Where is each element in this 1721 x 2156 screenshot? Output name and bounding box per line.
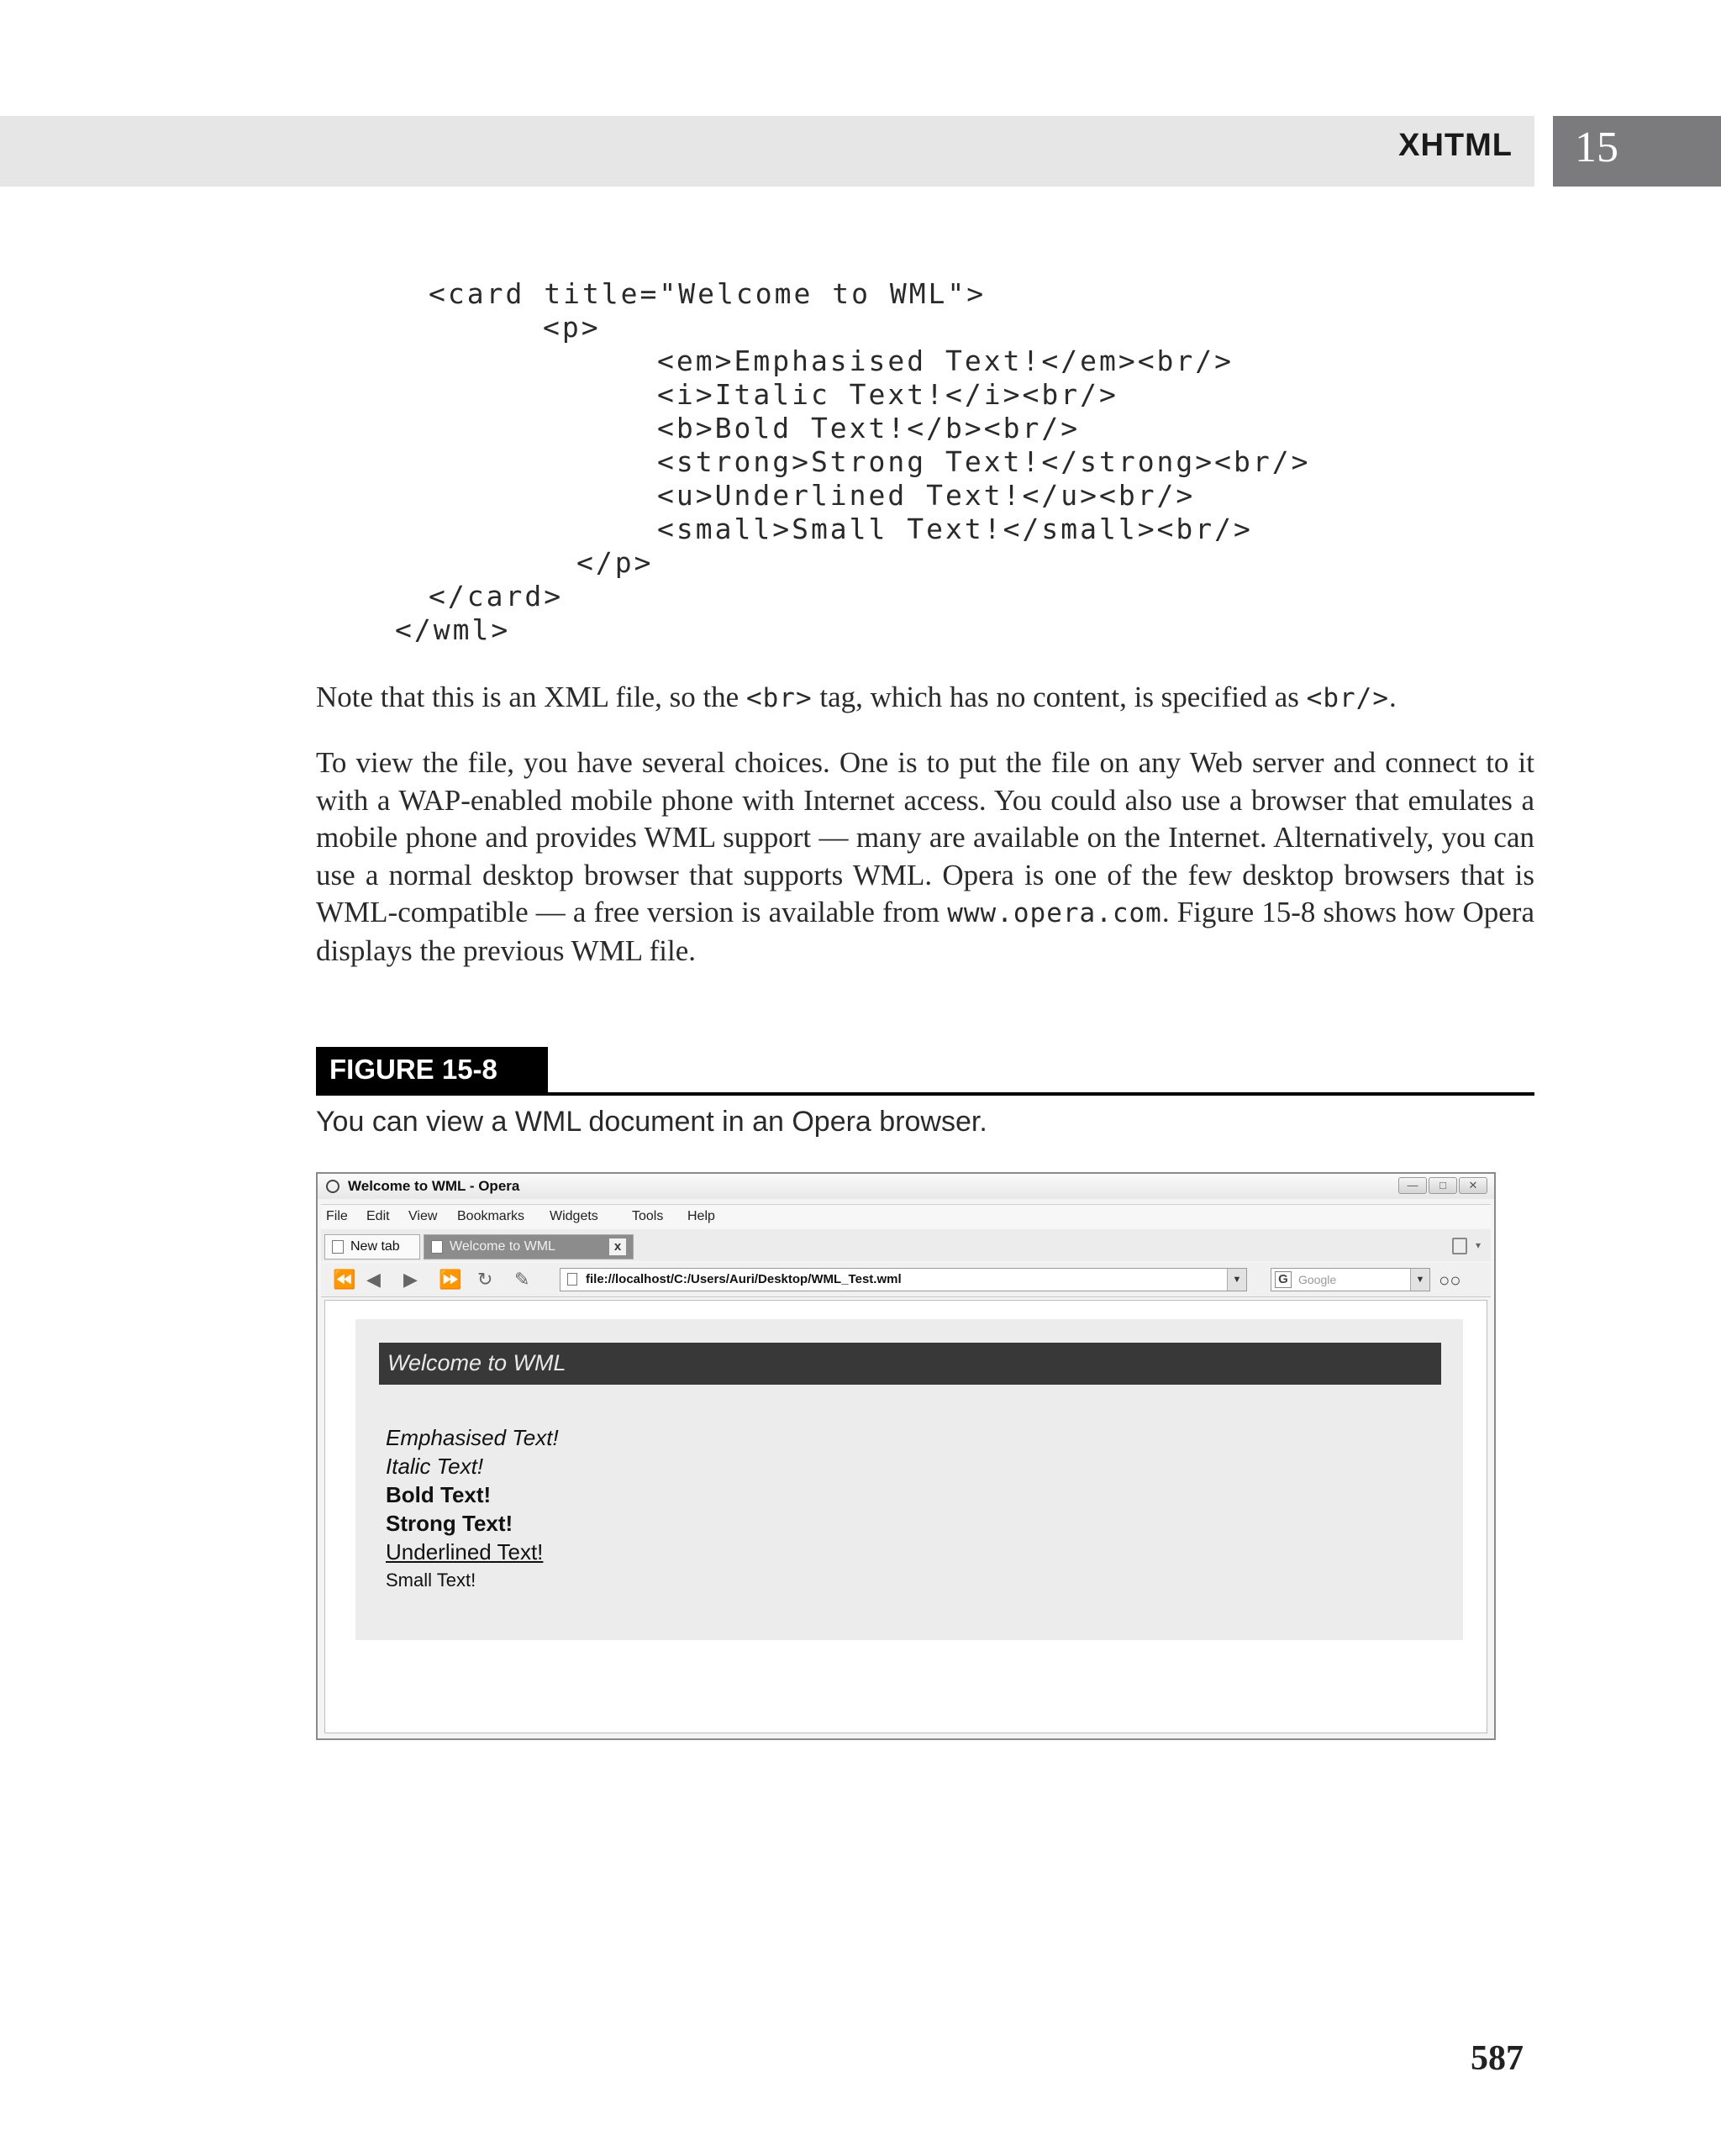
opera-logo-icon [326, 1180, 339, 1193]
trash-icon[interactable] [1452, 1238, 1467, 1254]
address-bar[interactable] [560, 1268, 1247, 1291]
tab-welcome-to-wml[interactable] [424, 1234, 634, 1259]
minimize-icon[interactable]: — [1398, 1177, 1427, 1194]
inline-code: <br/> [1306, 683, 1389, 713]
paragraph-xml-note [316, 679, 1534, 718]
paragraph-view-options [316, 744, 1534, 970]
reload-icon[interactable]: ↻ [477, 1269, 493, 1290]
code-line: <b>Bold Text!</b><br/> [657, 412, 1081, 444]
title-bar [318, 1174, 1494, 1199]
search-input[interactable] [1271, 1268, 1430, 1291]
code-line: <card title="Welcome to WML"> [429, 277, 987, 310]
chapter-number: 15 [1575, 124, 1618, 171]
code-line: </card> [429, 580, 564, 613]
page-icon [431, 1240, 443, 1254]
fast-forward-icon[interactable]: ⏩ [439, 1269, 462, 1290]
edit-pencil-icon[interactable]: ✎ [514, 1269, 530, 1290]
para-text: . [1389, 681, 1397, 713]
running-header [0, 116, 1534, 187]
italic-text: Italic Text! [386, 1454, 484, 1479]
card-title: Welcome to WML [387, 1350, 566, 1375]
inline-url: www.opera.com [947, 898, 1162, 928]
chevron-down-icon[interactable]: ▼ [1227, 1269, 1246, 1291]
inline-code: <br> [745, 683, 813, 713]
bold-text: Bold Text! [386, 1482, 492, 1507]
code-line: <i>Italic Text!</i><br/> [657, 378, 1118, 411]
chevron-down-icon[interactable]: ▼ [1410, 1269, 1429, 1291]
code-line: </p> [576, 546, 654, 579]
para-text: Note that this is an XML file, so the [316, 681, 746, 713]
emphasised-text: Emphasised Text! [386, 1425, 559, 1450]
wml-card [355, 1319, 1463, 1640]
figure-label [316, 1047, 548, 1094]
chapter-title: XHTML [1398, 128, 1513, 163]
small-text: Small Text! [386, 1570, 476, 1591]
tab-bar [321, 1229, 1491, 1261]
menu-widgets[interactable]: Widgets [550, 1209, 598, 1223]
code-line: <strong>Strong Text!</strong><br/> [657, 445, 1311, 478]
card-title-bar [379, 1343, 1441, 1385]
code-line: <u>Underlined Text!</u><br/> [657, 479, 1196, 512]
menu-bookmarks[interactable]: Bookmarks [457, 1209, 525, 1223]
code-line: <em>Emphasised Text!</em><br/> [657, 344, 1234, 377]
opera-browser-window [316, 1172, 1496, 1740]
glasses-icon[interactable]: ○○ [1439, 1270, 1461, 1291]
address-text: file://localhost/C:/Users/Auri/Desktop/WML_Test.wml [586, 1272, 902, 1286]
menu-view[interactable]: View [408, 1209, 438, 1223]
menu-bar [321, 1204, 1491, 1228]
menu-file[interactable]: File [326, 1209, 348, 1223]
menu-help[interactable]: Help [687, 1209, 715, 1223]
page-number: 587 [1471, 2039, 1524, 2078]
page-viewport [324, 1300, 1487, 1733]
rewind-icon[interactable]: ⏪ [333, 1269, 356, 1290]
figure-label-text: FIGURE 15-8 [329, 1054, 497, 1085]
underlined-text: Underlined Text! [386, 1539, 544, 1564]
navigation-toolbar [321, 1263, 1491, 1297]
page-icon [332, 1240, 344, 1254]
close-tab-icon[interactable]: x [609, 1238, 626, 1255]
close-icon[interactable]: ✕ [1459, 1177, 1487, 1194]
para-text: To view the file, you have several choices. One is to put the file on any Web server and connect to it with a WAP-enabled mobile phone with Internet access. You could also use a browser that emulates a mobile phone and provides WML support — many are available on the Internet. Alternatively, you can use a normal desktop browser that supports WML. Opera is one of the few desktop browsers that is WML-compatible — a free version is available from [316, 746, 1534, 928]
maximize-icon[interactable]: □ [1429, 1177, 1457, 1194]
code-line: </wml> [395, 613, 511, 646]
chevron-down-icon[interactable]: ▾ [1475, 1239, 1481, 1251]
window-title: Welcome to WML - Opera [348, 1178, 520, 1194]
menu-tools[interactable]: Tools [632, 1209, 664, 1223]
page-icon [567, 1273, 577, 1286]
para-text: tag, which has no content, is specified as [812, 681, 1307, 713]
search-placeholder: Google [1298, 1273, 1337, 1286]
back-icon[interactable]: ◀ [366, 1269, 381, 1290]
figure-caption: You can view a WML document in an Opera browser. [316, 1106, 987, 1138]
forward-icon[interactable]: ▶ [403, 1269, 418, 1290]
chapter-tab [1553, 116, 1721, 187]
strong-text: Strong Text! [386, 1511, 513, 1536]
code-line: <small>Small Text!</small><br/> [657, 513, 1253, 545]
window-controls [1397, 1177, 1487, 1196]
menu-edit[interactable]: Edit [366, 1209, 390, 1223]
tab-new[interactable] [324, 1234, 420, 1259]
para-text: . Figure 15-8 shows how Opera displays the previous WML file. [316, 896, 1534, 967]
code-line: <p> [543, 311, 601, 344]
tab-label: New tab [350, 1239, 400, 1254]
google-logo-icon: G [1275, 1271, 1292, 1288]
tab-label: Welcome to WML [450, 1239, 555, 1254]
figure-rule [316, 1092, 1534, 1096]
